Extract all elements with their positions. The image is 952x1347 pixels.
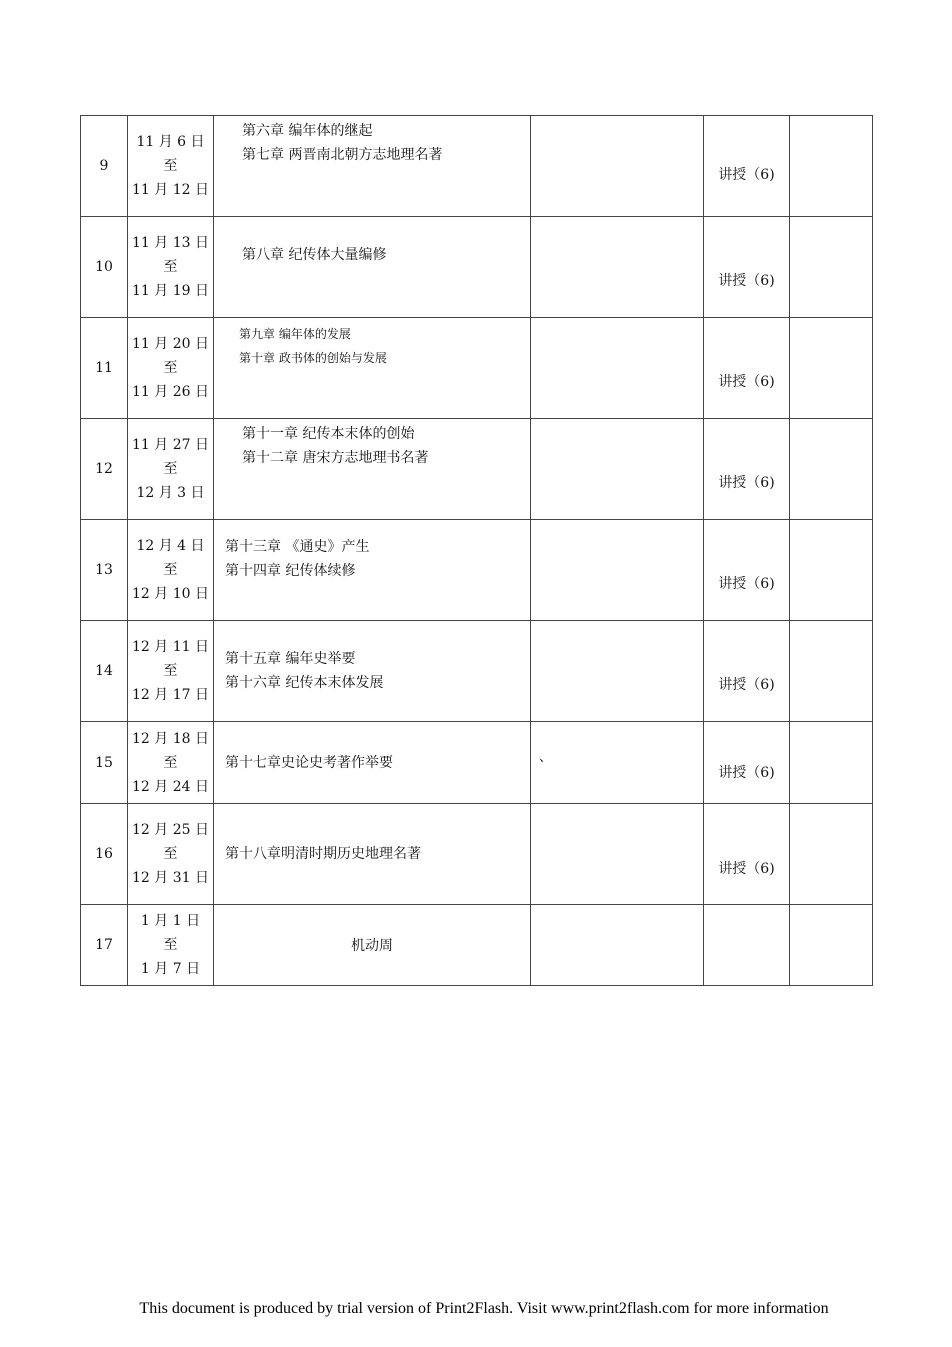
teaching-method: 讲授（6) (704, 419, 790, 520)
date-separator: 至 (163, 259, 178, 275)
blank-cell (531, 116, 704, 217)
week-number: 12 (81, 419, 128, 520)
date-start: 12 月 11 日 (132, 639, 209, 655)
chapter-content (214, 116, 531, 217)
chapter-line: 第十八章明清时期历史地理名著 (225, 846, 421, 862)
table-row (81, 419, 873, 520)
blank-cell (531, 520, 704, 621)
blank-cell (531, 722, 704, 804)
chapter-line: 第十五章 编年史举要 (225, 651, 356, 667)
table-row (81, 217, 873, 318)
blank-cell (531, 318, 704, 419)
week-number: 17 (81, 905, 128, 986)
date-range (128, 905, 214, 986)
blank-cell (531, 419, 704, 520)
punctuation-mark: 、 (539, 750, 553, 765)
date-range (128, 722, 214, 804)
blank-cell (531, 217, 704, 318)
chapter-content (214, 804, 531, 905)
chapter-content (214, 722, 531, 804)
chapter-line: 第七章 两晋南北朝方志地理名著 (242, 147, 443, 163)
note-cell (790, 804, 873, 905)
date-end: 1 月 7 日 (140, 961, 201, 977)
date-range (128, 318, 214, 419)
date-separator: 至 (163, 158, 178, 174)
chapter-line: 第九章 编年体的发展 (239, 327, 351, 341)
note-cell (790, 217, 873, 318)
date-range (128, 520, 214, 621)
date-start: 11 月 27 日 (132, 437, 209, 453)
note-cell (790, 621, 873, 722)
note-cell (790, 520, 873, 621)
date-separator: 至 (163, 360, 178, 376)
date-start: 12 月 25 日 (132, 822, 209, 838)
date-end: 12 月 17 日 (132, 687, 209, 703)
table-row (81, 318, 873, 419)
note-cell (790, 905, 873, 986)
note-cell (790, 318, 873, 419)
date-end: 11 月 19 日 (132, 283, 209, 299)
date-end: 12 月 10 日 (132, 586, 209, 602)
chapter-line: 第六章 编年体的继起 (242, 123, 373, 139)
note-cell (790, 722, 873, 804)
chapter-line: 第十三章 《通史》产生 (225, 539, 370, 555)
teaching-method (704, 905, 790, 986)
blank-cell (531, 804, 704, 905)
chapter-content (214, 905, 531, 986)
date-range (128, 804, 214, 905)
date-range (128, 621, 214, 722)
chapter-line: 第八章 纪传体大量编修 (242, 247, 387, 263)
date-start: 11 月 6 日 (136, 134, 205, 150)
date-start: 1 月 1 日 (140, 913, 201, 929)
date-separator: 至 (163, 846, 178, 862)
date-start: 11 月 13 日 (132, 235, 209, 251)
date-separator: 至 (163, 754, 178, 771)
date-start: 11 月 20 日 (132, 336, 209, 352)
week-number: 11 (81, 318, 128, 419)
date-start: 12 月 4 日 (136, 538, 205, 554)
date-end: 11 月 12 日 (132, 182, 209, 198)
chapter-content (214, 419, 531, 520)
chapter-content (214, 621, 531, 722)
note-cell (790, 419, 873, 520)
chapter-line: 第十四章 纪传体续修 (225, 563, 356, 579)
week-number: 15 (81, 722, 128, 804)
date-separator: 至 (163, 663, 178, 679)
date-end: 12 月 31 日 (132, 870, 209, 886)
chapter-line: 第十六章 纪传本末体发展 (225, 675, 384, 691)
date-separator: 至 (163, 562, 178, 578)
teaching-method: 讲授（6) (704, 217, 790, 318)
week-number: 10 (81, 217, 128, 318)
date-range (128, 217, 214, 318)
table-row (81, 905, 873, 986)
chapter-content (214, 217, 531, 318)
week-number: 14 (81, 621, 128, 722)
table-row (81, 621, 873, 722)
table-row (81, 520, 873, 621)
blank-cell (531, 905, 704, 986)
teaching-method: 讲授（6) (704, 804, 790, 905)
table-row (81, 722, 873, 804)
chapter-line: 第十七章史论史考著作举要 (225, 755, 393, 771)
trial-watermark-footer: This document is produced by trial version of Print2Flash. Visit www.print2flash.com for more information (139, 1300, 829, 1317)
chapter-line: 第十章 政书体的创始与发展 (239, 351, 387, 365)
teaching-method: 讲授（6) (704, 318, 790, 419)
teaching-method: 讲授（6) (704, 116, 790, 217)
table-row (81, 116, 873, 217)
teaching-method: 讲授（6) (704, 722, 790, 804)
chapter-line: 第十一章 纪传本末体的创始 (242, 426, 415, 442)
date-end: 11 月 26 日 (132, 384, 209, 400)
week-number: 9 (81, 116, 128, 217)
blank-cell (531, 621, 704, 722)
date-range (128, 419, 214, 520)
chapter-line: 机动周 (351, 938, 393, 954)
week-number: 16 (81, 804, 128, 905)
table-row (81, 804, 873, 905)
chapter-content (214, 318, 531, 419)
chapter-content (214, 520, 531, 621)
teaching-method: 讲授（6) (704, 520, 790, 621)
date-end: 12 月 24 日 (132, 778, 209, 795)
date-separator: 至 (163, 937, 178, 953)
note-cell (790, 116, 873, 217)
date-end: 12 月 3 日 (136, 485, 205, 501)
teaching-method: 讲授（6) (704, 621, 790, 722)
date-start: 12 月 18 日 (132, 730, 209, 747)
schedule-table (80, 115, 873, 986)
chapter-line: 第十二章 唐宋方志地理书名著 (242, 450, 429, 466)
week-number: 13 (81, 520, 128, 621)
date-range (128, 116, 214, 217)
date-separator: 至 (163, 461, 178, 477)
